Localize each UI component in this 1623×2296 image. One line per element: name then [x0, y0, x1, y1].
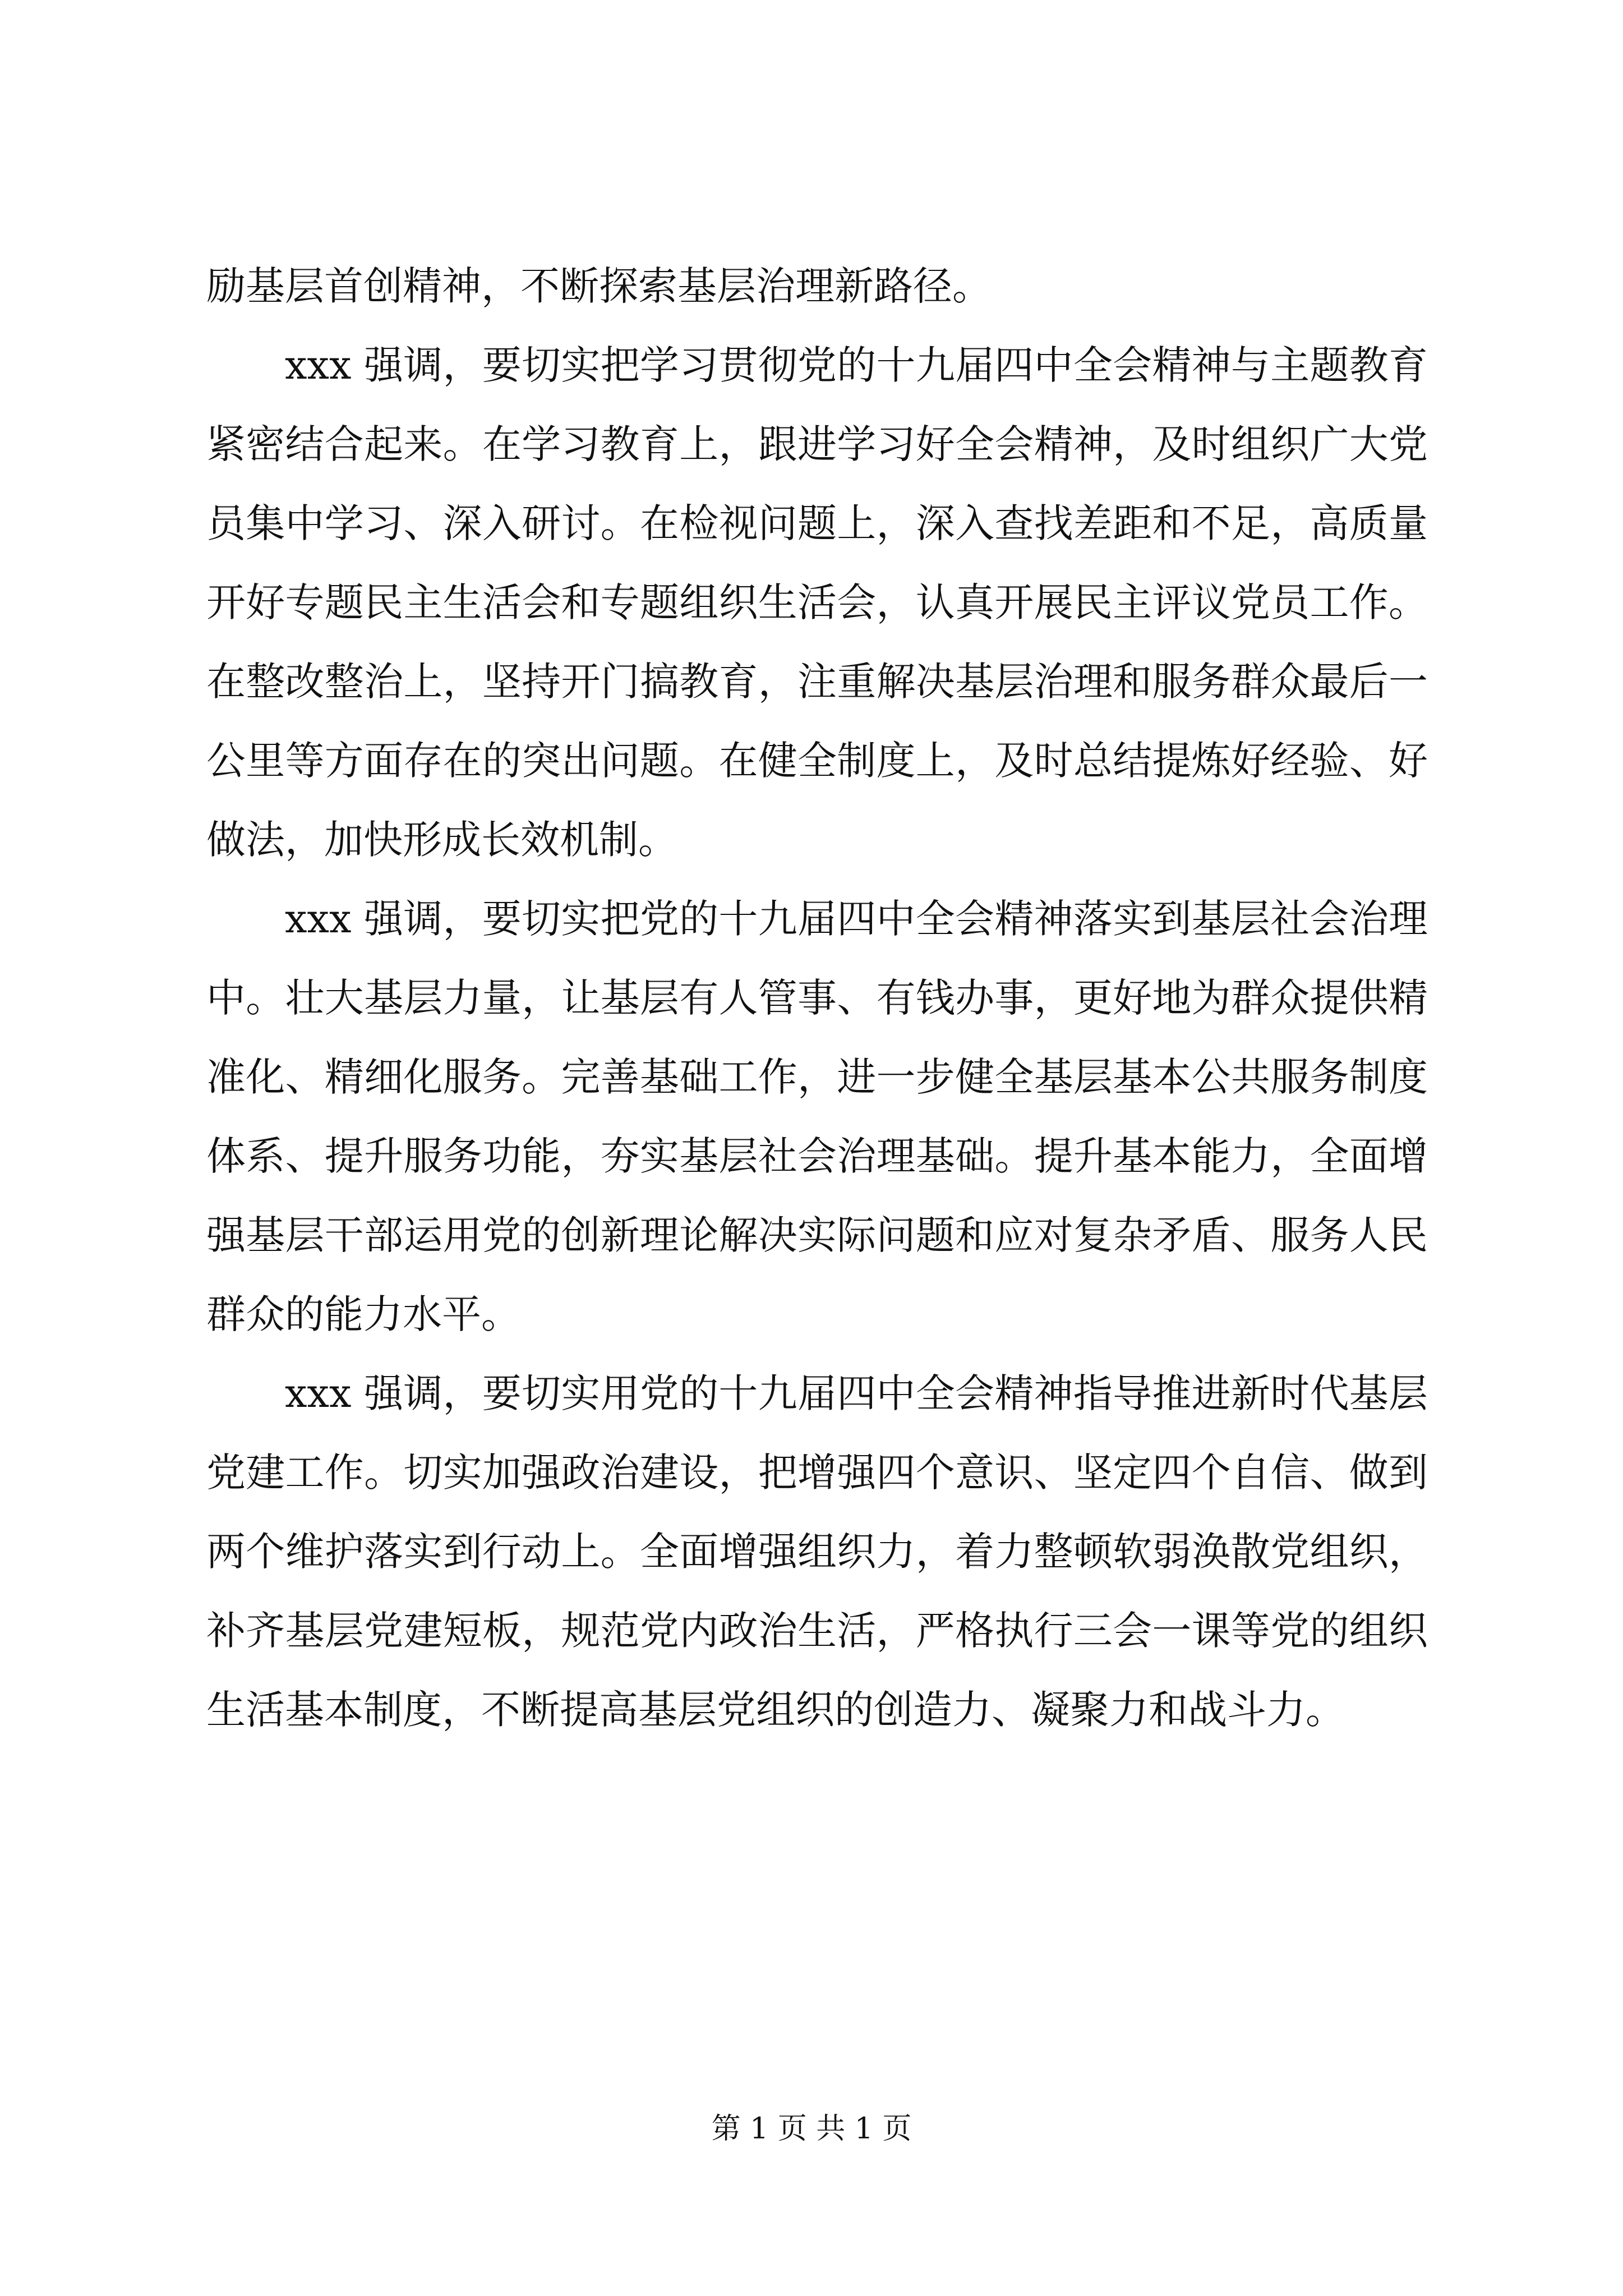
paragraph-party-building: xxx 强调，要切实用党的十九届四中全会精神指导推进新时代基层党建工作。切实加强政治建设，把增强四个意识、坚定四个自信、做到两个维护落实到行动上。全面增强组织力，着力整顿软弱涣散党组织，补齐基层党建短板，规范党内政治生活，严格执行三会一课等党的组织生活基本制度，不断提高基层党组织的创造力、凝聚力和战斗力。	[206, 1370, 1428, 1733]
paragraph-social-governance: xxx 强调，要切实把党的十九届四中全会精神落实到基层社会治理中。壮大基层力量，让基层有人管事、有钱办事，更好地为群众提供精准化、精细化服务。完善基础工作，进一步健全基层基本公共服务制度体系、提升服务功能，夯实基层社会治理基础。提升基本能力，全面增强基层干部运用党的创新理论解决实际问题和应对复杂矛盾、服务人民群众的能力水平。	[206, 896, 1428, 1337]
page-footer: 第 1 页 共 1 页	[711, 2112, 912, 2146]
paragraph-theme-education: xxx 强调，要切实把学习贯彻党的十九届四中全会精神与主题教育紧密结合起来。在学习教育上，跟进学习好全会精神，及时组织广大党员集中学习、深入研讨。在检视问题上，深入查找差距和不足，高质量开好专题民主生活会和专题组织生活会，认真开展民主评议党员工作。在整改整治上，坚持开门搞教育，注重解决基层治理和服务群众最后一公里等方面存在的突出问题。在健全制度上，及时总结提炼好经验、好做法，加快形成长效机制。	[206, 342, 1428, 863]
paragraph-continuation: 励基层首创精神，不断探索基层治理新路径。	[206, 263, 992, 309]
document-body	[206, 247, 1428, 1750]
